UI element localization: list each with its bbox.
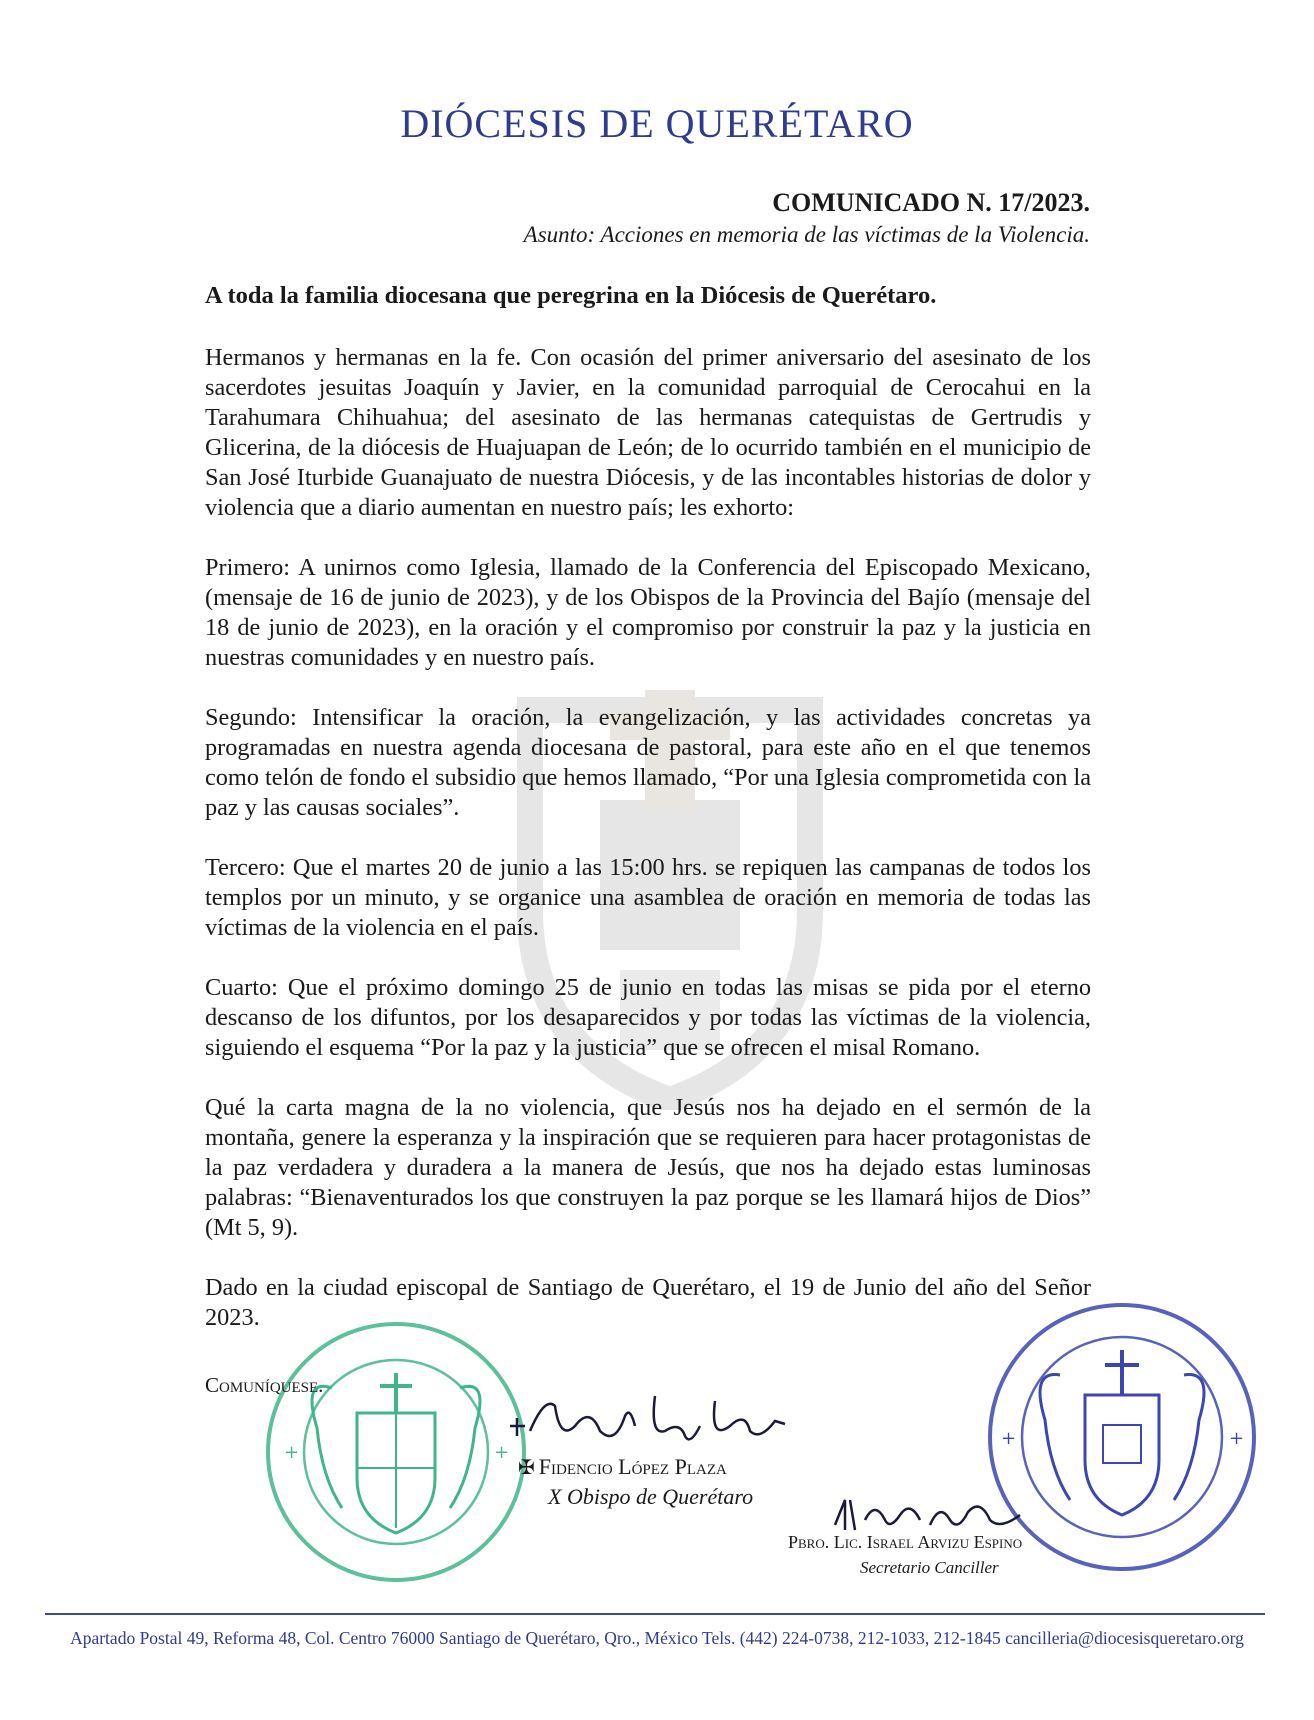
bishop-title: X Obispo de Querétaro [548, 1484, 754, 1509]
paragraph-intro: Hermanos y hermanas en la fe. Con ocasión del primer aniversario del asesinato de los sacerdotes jesuitas Joaquín y Javier, en la comunidad parroquial de Cerocahui en la Tarahumara Chihuahua; del asesinato de las hermanas catequistas de Gertrudis y Glicerina, de la diócesis de Huajuapan de León; de lo ocurrido también en el municipio de San José Iturbide Guanajuato de nuestra Diócesis, y de las incontables historias de dolor y violencia que a diario aumentan en nuestro país; les exhorto: [205, 344, 1091, 521]
diocese-title: DIÓCESIS DE QUERÉTARO [400, 101, 914, 146]
paragraph-conclusion: Qué la carta magna de la no violencia, que Jesús nos ha dejado en el sermón de la montaña, genere la esperanza y la inspiración que se requieren para hacer protagonistas de la paz verdadera y duradera a la manera de Jesús, que nos ha dejado estas luminosas palabras: “Bienaventurados los que construyen la paz porque se les llamará hijos de Dios” (Mt 5, 9). [205, 1094, 1091, 1241]
comuniquese-label: Comuníquese. [205, 1373, 324, 1397]
communique-number: COMUNICADO N. 17/2023. [772, 188, 1090, 217]
svg-text:+: + [1001, 1428, 1017, 1449]
footer-contact: Apartado Postal 49, Reforma 48, Col. Centro 76000 Santiago de Querétaro, Qro., México Tels. (442) 224-0738, 212-1033, 212-1845 cancilleria@diocesisqueretaro.org [70, 1628, 1244, 1648]
svg-text:+: + [494, 1442, 510, 1463]
paragraph-tercero: Tercero: Que el martes 20 de junio a las 15:00 hrs. se repiquen las campanas de todos los templos por un minuto, y se organice una asamblea de oración en memoria de todas las víctimas de la violencia en el país. [205, 854, 1091, 941]
svg-text:+: + [284, 1442, 300, 1463]
svg-text:+: + [1229, 1428, 1245, 1449]
communique-subject: Asunto: Acciones en memoria de las víctimas de la Violencia. [523, 222, 1090, 247]
cross-icon: ✠ [518, 1457, 535, 1479]
paragraph-primero: Primero: A unirnos como Iglesia, llamado de la Conferencia del Episcopado Mexicano, (mensaje de 16 de junio de 2023), y de los Obispos de la Provincia del Bajío (mensaje del 18 de junio de 2023), en la oración y el compromiso por construir la paz y la justicia en nuestras comunidades y en nuestro país. [205, 554, 1091, 671]
greeting: A toda la familia diocesana que peregrina en la Diócesis de Querétaro. [205, 282, 937, 309]
paragraph-segundo: Segundo: Intensificar la oración, la evangelización, y las actividades concretas ya programadas en nuestra agenda diocesana de pastoral, para este año en el que tenemos como telón de fondo el subsidio que hemos llamado, “Por una Iglesia comprometida con la paz y las causas sociales”. [205, 704, 1091, 821]
paragraph-cuarto: Cuarto: Que el próximo domingo 25 de junio en todas las misas se pida por el eterno descanso de los difuntos, por los desaparecidos y por todas las víctimas de la violencia, siguiendo el esquema “Por la paz y la justicia” que se ofrecen el misal Romano. [205, 974, 1091, 1061]
letter-body [205, 343, 1091, 1363]
paragraph-dado: Dado en la ciudad episcopal de Santiago de Querétaro, el 19 de Junio del año del Señor 2023. [205, 1274, 1091, 1331]
secretary-name: Pbro. Lic. Israel Arvizu Espino [788, 1532, 1023, 1552]
bishop-name [518, 1454, 727, 1480]
bishop-seal [262, 1318, 530, 1586]
bishop-signature [505, 1386, 795, 1456]
footer-divider [45, 1613, 1265, 1615]
secretary-title: Secretario Canciller [860, 1558, 999, 1577]
bishop-name-text: Fidencio López Plaza [538, 1454, 727, 1479]
